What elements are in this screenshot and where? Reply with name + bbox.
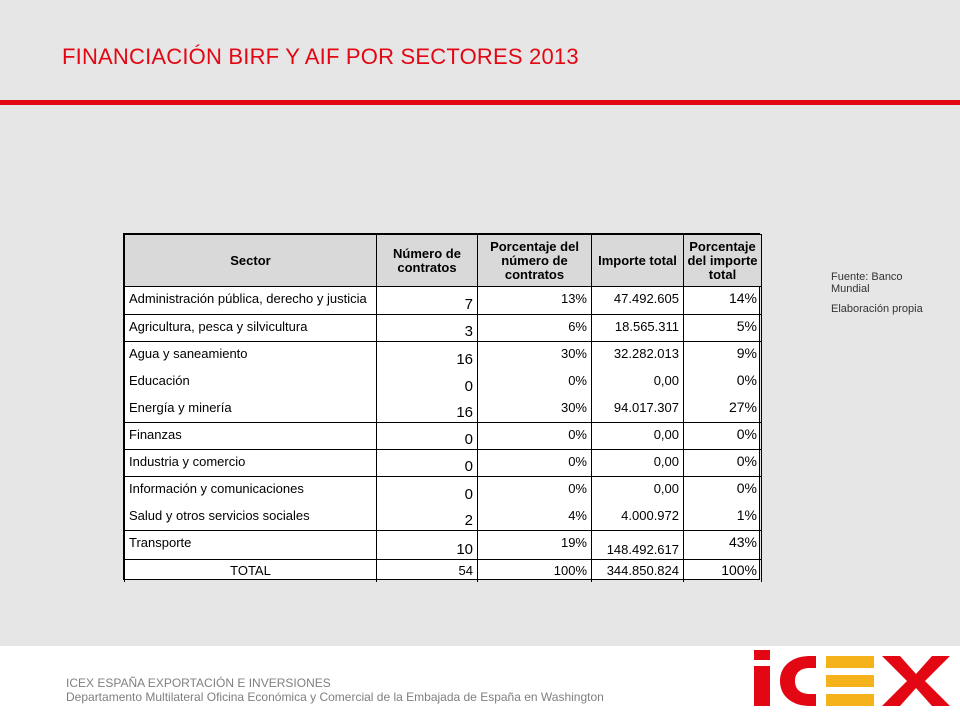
cell-pct-contracts: 30% xyxy=(478,342,592,369)
logo-x xyxy=(882,656,950,706)
table-row xyxy=(125,531,762,560)
cell-contracts: 0 xyxy=(377,423,478,450)
logo-e-middle xyxy=(826,675,874,687)
cell-sector: Educación xyxy=(125,369,377,396)
cell-contracts: 10 xyxy=(377,531,478,560)
cell-amount: 0,00 xyxy=(592,423,684,450)
cell-pct-amount: 27% xyxy=(684,396,762,423)
table-row xyxy=(125,423,762,450)
cell-pct-amount: 0% xyxy=(684,450,762,477)
header-contracts: Número de contratos xyxy=(377,235,478,287)
cell-pct-amount: 5% xyxy=(684,315,762,342)
cell-pct-amount: 43% xyxy=(684,531,762,560)
cell-amount: 32.282.013 xyxy=(592,342,684,369)
cell-contracts: 0 xyxy=(377,369,478,396)
cell-amount: 4.000.972 xyxy=(621,507,679,523)
cell-pct-contracts: 6% xyxy=(478,315,592,342)
cell-sector: Administración pública, derecho y justicia xyxy=(125,287,377,315)
cell-sector: Industria y comercio xyxy=(125,450,377,477)
cell-sector: Finanzas xyxy=(125,423,377,450)
icex-logo xyxy=(752,648,956,710)
table-row xyxy=(125,287,762,315)
header-sector: Sector xyxy=(125,235,377,287)
cell-pct-contracts: 0% xyxy=(478,423,592,450)
cell-pct-amount: 14% xyxy=(684,287,762,315)
cell-sector: Salud y otros servicios sociales xyxy=(125,504,377,531)
cell-amount: 148.492.617 xyxy=(592,531,684,560)
logo-i-stem xyxy=(754,666,770,706)
table-row xyxy=(125,477,762,504)
cell-amount: 47.492.605 xyxy=(592,287,684,315)
logo-i-dot xyxy=(754,650,770,660)
cell-pct-amount: 0% xyxy=(684,369,762,396)
cell-sector: Transporte xyxy=(125,531,377,560)
cell-pct-contracts: 0% xyxy=(478,450,592,477)
source-note xyxy=(831,271,941,323)
page-title: FINANCIACIÓN BIRF Y AIF POR SECTORES 2013 xyxy=(62,44,579,69)
cell-pct-contracts: 0% xyxy=(478,477,592,504)
cell-amount: 94.017.307 xyxy=(613,399,679,415)
cell-sector: Agricultura, pesca y silvicultura xyxy=(125,315,377,342)
cell-pct-amount: 9% xyxy=(684,342,762,369)
cell-contracts: 16 xyxy=(377,396,478,423)
header-pct-amount: Porcentaje del importe total xyxy=(684,235,762,287)
cell-pct-amount: 1% xyxy=(684,504,762,531)
cell-total-pct-amount: 100% xyxy=(684,560,762,582)
cell-amount: 0,00 xyxy=(653,372,679,388)
cell-pct-amount: 0% xyxy=(684,423,762,450)
footer-text xyxy=(66,676,604,704)
table-row xyxy=(125,504,762,531)
cell-contracts: 16 xyxy=(377,342,478,369)
cell-sector: Información y comunicaciones xyxy=(125,477,377,504)
sector-financing-table xyxy=(123,233,760,580)
header-amount: Importe total xyxy=(592,235,684,287)
header-pct-contracts: Porcentaje del número de contratos xyxy=(478,235,592,287)
logo-e-bottom xyxy=(826,694,874,706)
cell-pct-contracts: 4% xyxy=(478,504,592,531)
logo-c xyxy=(780,656,816,706)
elaboration-text: Elaboración propia xyxy=(831,303,923,315)
table-total-row xyxy=(125,560,762,582)
cell-contracts: 0 xyxy=(377,450,478,477)
cell-amount: 0,00 xyxy=(592,450,684,477)
cell-contracts: 2 xyxy=(377,504,478,531)
cell-total-pct-contracts: 100% xyxy=(478,560,592,582)
table-row xyxy=(125,369,762,396)
source-text: Fuente: Banco Mundial xyxy=(831,271,903,295)
footer-org: ICEX ESPAÑA EXPORTACIÓN E INVERSIONES xyxy=(66,676,331,690)
cell-pct-amount: 0% xyxy=(684,477,762,504)
cell-contracts: 7 xyxy=(377,287,478,315)
cell-total-label: TOTAL xyxy=(125,560,377,582)
table-header-row xyxy=(125,235,762,287)
table-row xyxy=(125,450,762,477)
table-row xyxy=(125,342,762,369)
cell-sector: Energía y minería xyxy=(125,396,377,423)
cell-sector: Agua y saneamiento xyxy=(125,342,377,369)
table-row xyxy=(125,396,762,423)
footer-dept: Departamento Multilateral Oficina Económica y Comercial de la Embajada de España en Washington xyxy=(66,690,604,704)
cell-pct-contracts: 19% xyxy=(478,531,592,560)
cell-amount: 0,00 xyxy=(592,477,684,504)
cell-contracts: 3 xyxy=(377,315,478,342)
cell-total-amount: 344.850.824 xyxy=(592,560,684,582)
cell-pct-contracts: 0% xyxy=(478,369,592,396)
cell-pct-contracts: 13% xyxy=(478,287,592,315)
cell-total-contracts: 54 xyxy=(377,560,478,582)
cell-contracts: 0 xyxy=(377,477,478,504)
logo-e-top xyxy=(826,656,874,668)
cell-pct-contracts: 30% xyxy=(478,396,592,423)
table-row xyxy=(125,315,762,342)
cell-amount: 18.565.311 xyxy=(592,315,684,342)
